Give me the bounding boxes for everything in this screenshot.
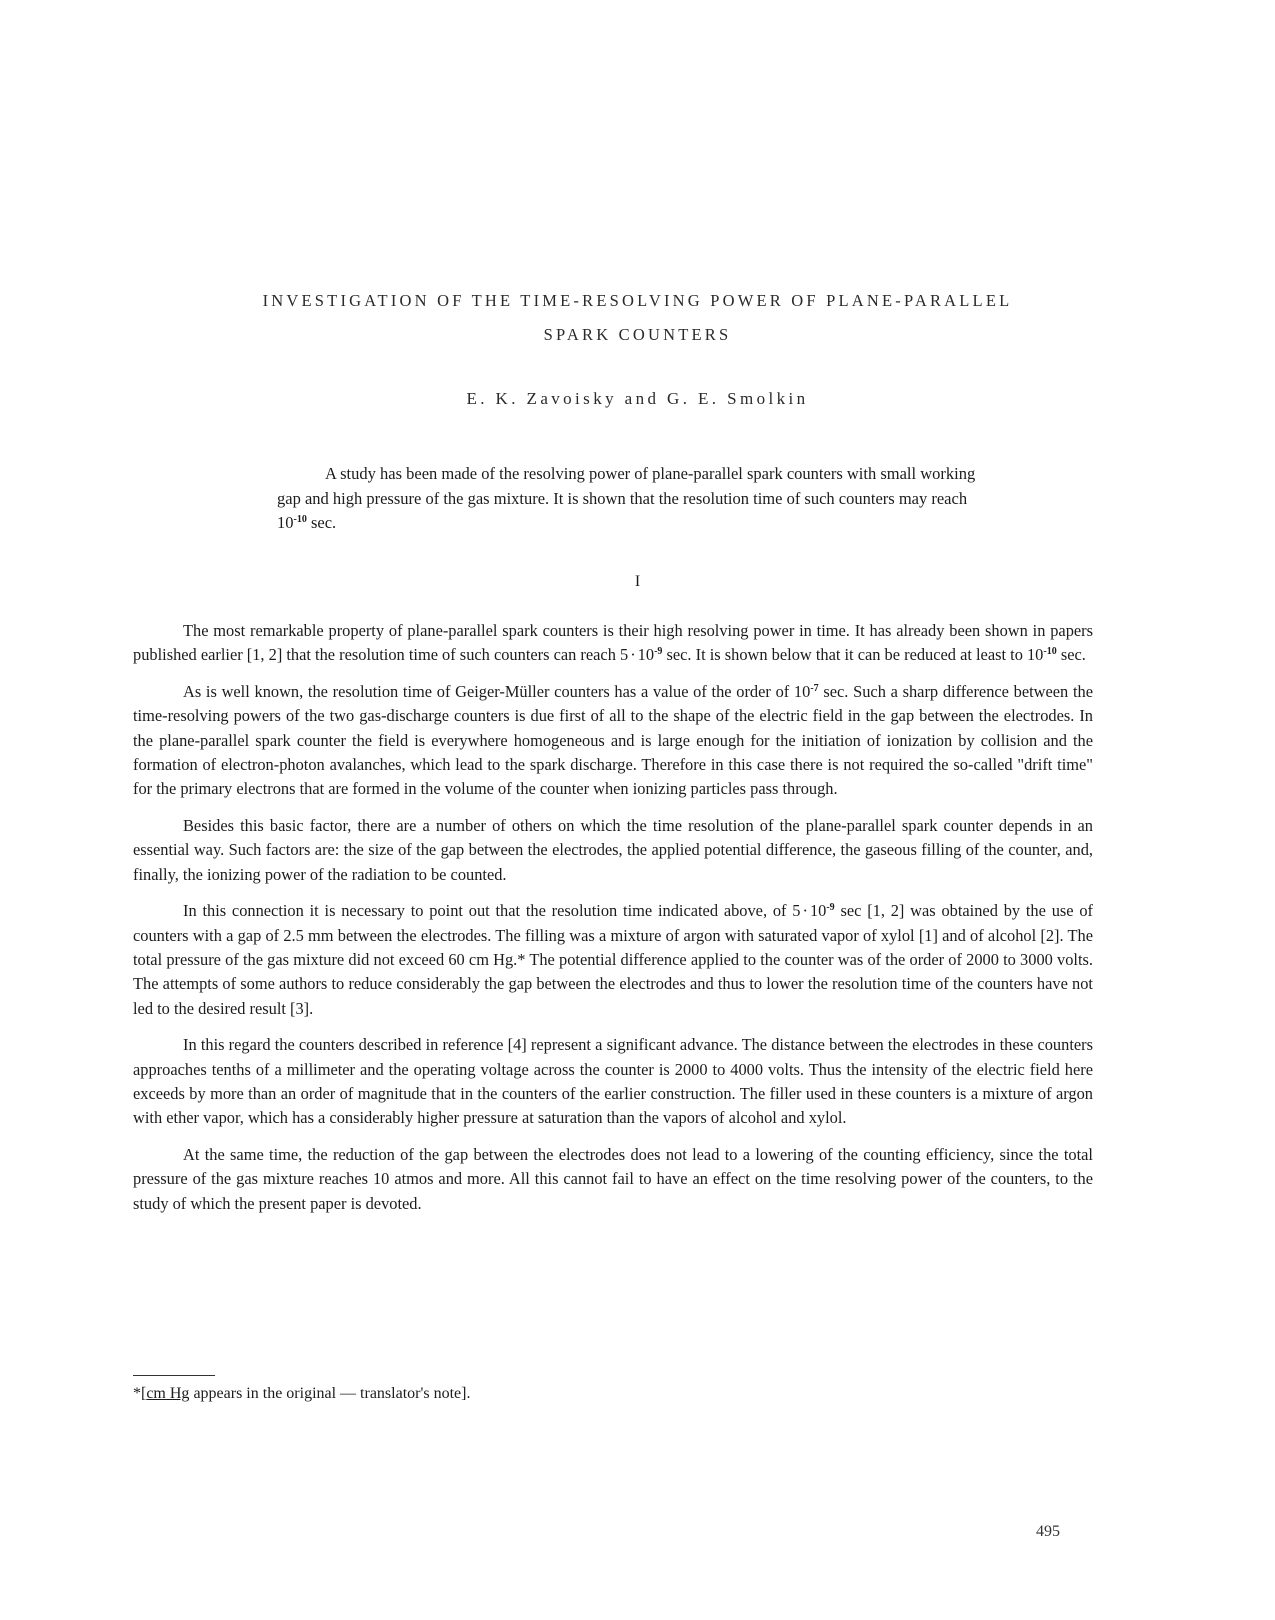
page-number: 495 (1036, 1523, 1060, 1540)
p1-exponent-2: -10 (1043, 646, 1057, 658)
paragraph-1 (133, 619, 1093, 668)
footnote-prefix: *[ (133, 1385, 147, 1402)
p1-text-c: sec. It is shown below that it can be reduced at least to 10 (662, 645, 1044, 665)
p1-dot: · (630, 645, 636, 665)
p4-text-c: sec [1, 2] was obtained by the use of counters with a gap of 2.5 mm between the electrodes. The filling was a mixture of argon with saturated vapor of xylol [1] and of alcohol [2]. The total pressure of the gas mixture did not exceed 60 cm Hg.* The potential difference applied to the counter was of the order of 2000 to 3000 volts. The attempts of some authors to reduce considerably the gap between the electrodes and thus to lower the resolution time of the counters have not led to the desired result [3]. (133, 901, 1093, 1018)
p1-exponent-1: -9 (654, 646, 663, 658)
p2-text-a: As is well known, the resolution time of Geiger-Müller counters has a value of the order of 10 (183, 682, 811, 702)
p2-text-b: sec. Such a sharp difference between the time-resolving powers of the two gas-discharge counters is due first of all to the shape of the electric field in the gap between the electrodes. In the plane-parallel spark counter the field is everywhere homogeneous and is large enough for the initiation of ionization by collision and the formation of electron-photon avalanches, which lead to the spark discharge. Therefore in this case there is not required the so-called "drift time" for the primary electrons that are formed in the volume of the counter when ionizing particles pass through. (133, 682, 1093, 799)
paragraph-2 (133, 680, 1093, 801)
paragraph-6: At the same time, the reduction of the gap between the electrodes does not lead to a lowering of the counting efficiency, since the total pressure of the gas mixture reaches 10 atmos and more. All this cannot fail to have an effect on the time resolving power of the counters, to the study of which the present paper is devoted. (133, 1145, 1093, 1213)
paragraph-4 (133, 899, 1093, 1020)
authors: E. K. Zavoisky and G. E. Smolkin (466, 389, 809, 408)
p4-dot: · (802, 901, 808, 921)
abstract-exponent: -10 (293, 514, 307, 525)
p4-text-a: In this connection it is necessary to point out that the resolution time indicated above, of 5 (183, 901, 801, 921)
title-line-2: SPARK COUNTERS (543, 325, 732, 344)
p4-text-b: 10 (809, 901, 827, 921)
footnote-rest: appears in the original — translator's note]. (189, 1385, 471, 1402)
p1-text-b: 10 (637, 645, 655, 665)
p4-exponent: -9 (826, 902, 835, 914)
footnote-divider (133, 1375, 215, 1376)
p1-text-d: sec. (1056, 645, 1086, 665)
paragraph-3: Besides this basic factor, there are a number of others on which the time resolution of the plane-parallel spark counter depends in an essential way. Such factors are: the size of the gap between the electrodes, the applied potential difference, the gaseous filling of the counter, and, finally, the ionizing power of the radiation to be counted. (133, 816, 1093, 884)
body-text (133, 619, 1093, 1229)
abstract (277, 462, 977, 536)
footnote (133, 1383, 470, 1405)
p2-exponent: -7 (810, 683, 819, 695)
abstract-tail: sec. (306, 513, 337, 532)
p1-text-a: The most remarkable property of plane-parallel spark counters is their high resolving power in time. It has already been shown in papers published earlier [1, 2] that the resolution time of such counters can reach 5 (133, 621, 1093, 665)
section-number: I (634, 573, 641, 590)
footnote-underlined: cm Hg (146, 1385, 190, 1402)
title-line-1: INVESTIGATION OF THE TIME-RESOLVING POWER OF PLANE-PARALLEL (262, 291, 1013, 310)
abstract-text: A study has been made of the resolving power of plane-parallel spark counters with small working gap and high pressure of the gas mixture. It is shown that the resolution time of such counters may reach 10 (277, 464, 976, 532)
paragraph-5: In this regard the counters described in reference [4] represent a significant advance. The distance between the electrodes in these counters approaches tenths of a millimeter and the operating voltage across the counter is 2000 to 4000 volts. Thus the intensity of the electric field here exceeds by more than an order of magnitude that in the counters of the earlier construction. The filler used in these counters is a mixture of argon with ether vapor, which has a considerably higher pressure at saturation than the vapors of alcohol and xylol. (133, 1035, 1093, 1128)
